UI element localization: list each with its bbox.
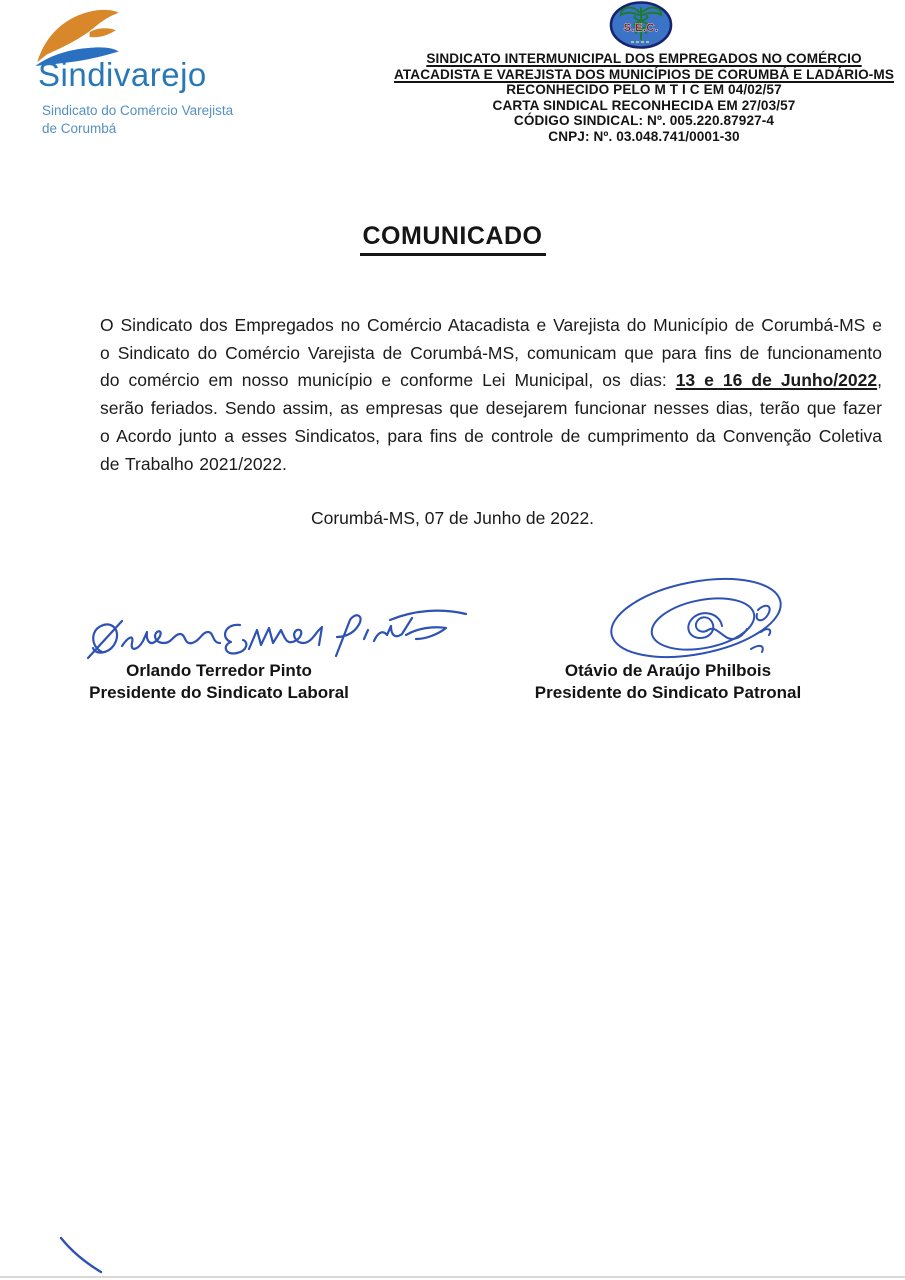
signatory-name: Orlando Terredor Pinto	[126, 661, 312, 680]
scan-edge-line	[0, 1276, 905, 1278]
letterhead-line: SINDICATO INTERMUNICIPAL DOS EMPREGADOS NO COMÉRCIO	[426, 51, 862, 66]
body-segment: O Sindicato dos Empregados no Comércio Atacadista e Varejista do Município de Corumbá-MS e o Sindicato do Comércio Varejista de Corumbá-MS, comunicam que para fins de funcionamento do comércio em nosso município e conforme Lei Municipal, os dias:	[100, 315, 882, 391]
sec-emblem-icon	[609, 1, 673, 50]
signature-orlando-icon	[86, 604, 480, 668]
signature-otavio-icon	[606, 574, 804, 672]
signatory-right	[534, 660, 802, 704]
letterhead-line: CNPJ: Nº. 03.048.741/0001-30	[548, 128, 740, 144]
signatory-name: Otávio de Araújo Philbois	[564, 661, 772, 680]
letterhead-line: CÓDIGO SINDICAL: Nº. 005.220.87927-4	[513, 113, 775, 128]
logo-wordmark: Sindivarejo	[38, 56, 207, 93]
signatory-role: Presidente do Sindicato Patronal	[534, 683, 802, 702]
signatory-role: Presidente do Sindicato Laboral	[89, 683, 349, 702]
body-highlight-dates: 13 e 16 de Junho/2022	[675, 370, 878, 391]
signatory-left	[88, 660, 350, 704]
letterhead	[383, 51, 905, 144]
svg-text:S.E.C.: S.E.C.	[623, 22, 659, 34]
body-segment: , serão feriados. Sendo assim, as empresas que desejarem funcionar nesses dias, terão que fazer o Acordo junto a esses Sindicatos, para fins de controle de cumprimento da Convenção Coletiva de Trabalho 2021/2022.	[100, 370, 882, 474]
letterhead-line: ATACADISTA E VAREJISTA DOS MUNICÍPIOS DE CORUMBÁ E LADÁRIO-MS	[393, 66, 894, 82]
date-line: Corumbá-MS, 07 de Junho de 2022.	[310, 508, 595, 528]
letterhead-line: RECONHECIDO PELO M T I C EM 04/02/57	[506, 82, 782, 97]
body-paragraph	[100, 312, 882, 478]
pen-mark-icon	[55, 1236, 115, 1276]
logo-subtitle: Sindicato do Comércio Varejista de Corumbá	[42, 103, 234, 136]
document-title: COMUNICADO	[360, 222, 546, 256]
letterhead-line: CARTA SINDICAL RECONHECIDA EM 27/03/57	[492, 97, 796, 113]
